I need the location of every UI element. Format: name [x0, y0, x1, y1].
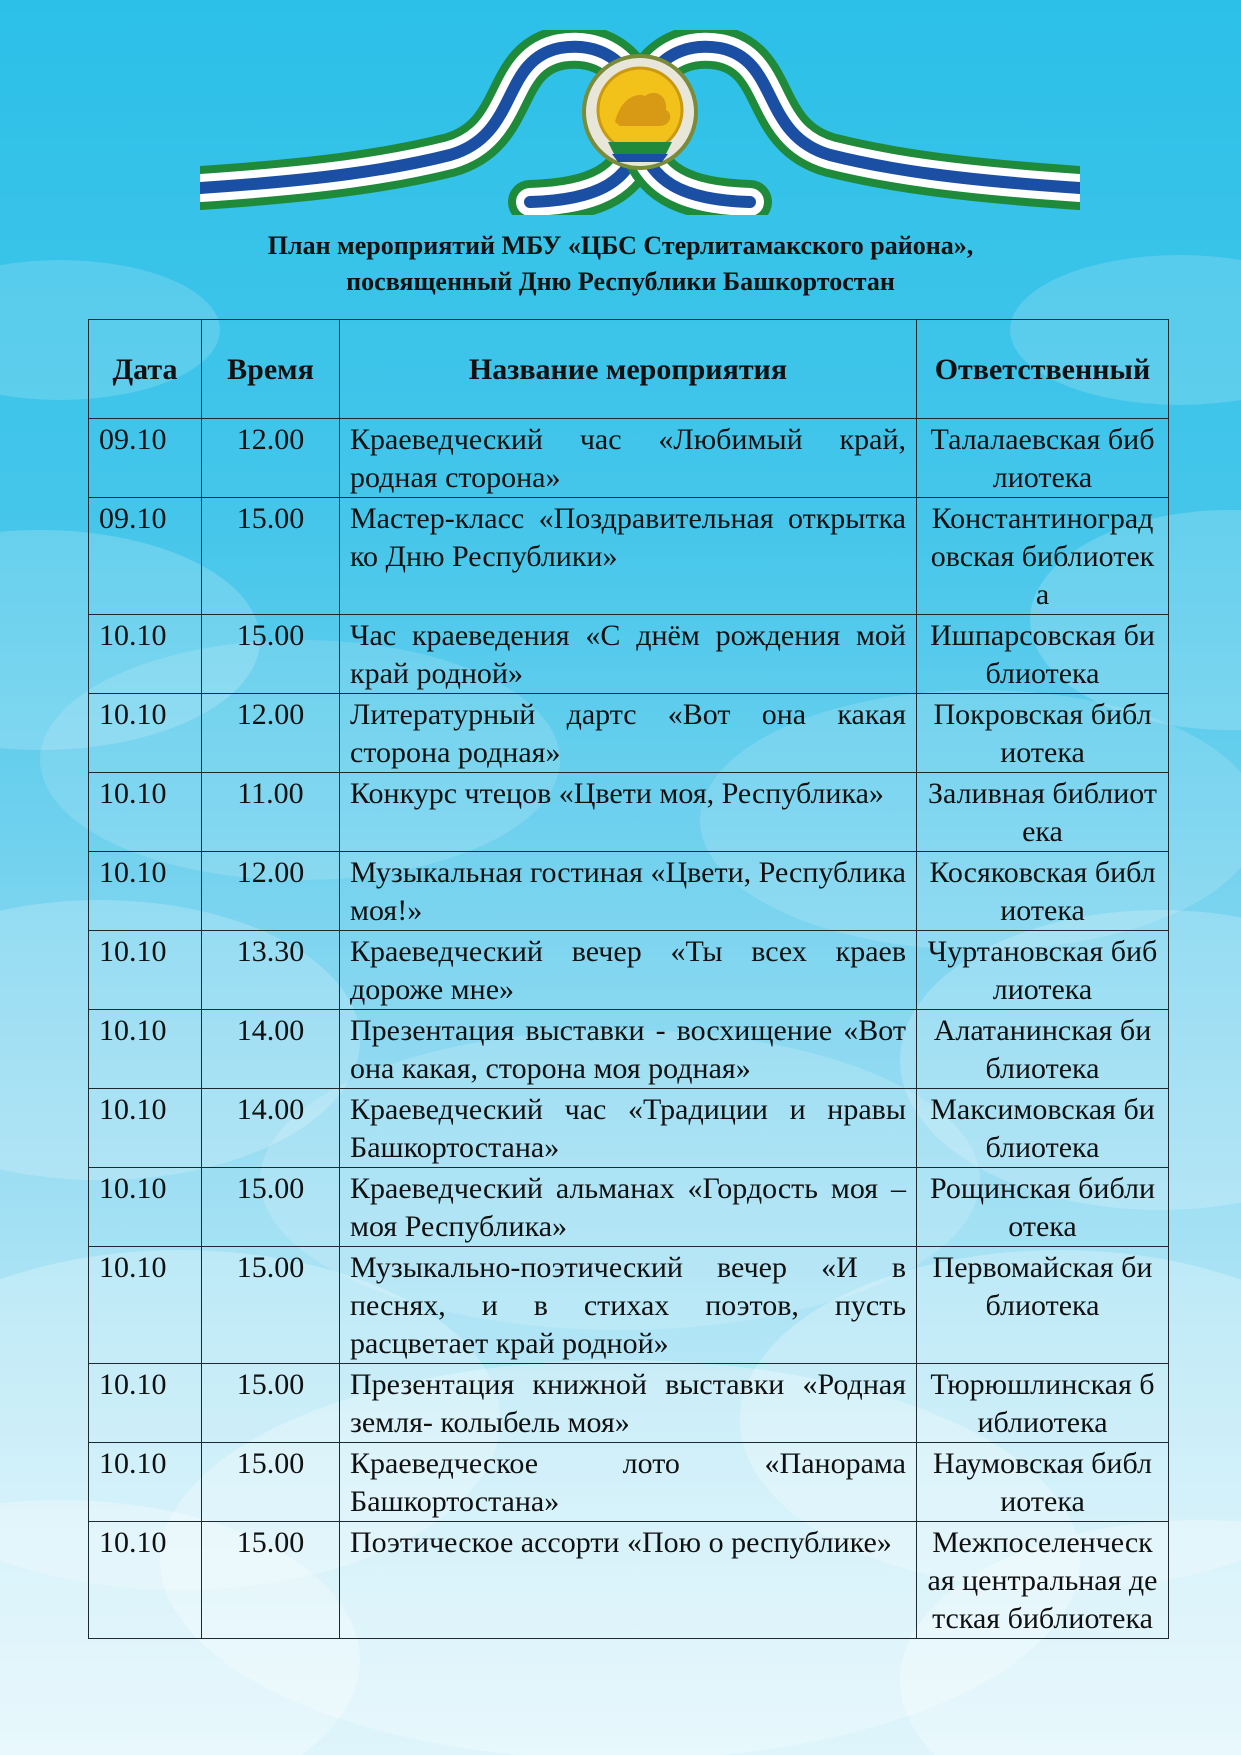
cell-event: Презентация книжной выставки «Родная земля- колыбель моя» [340, 1364, 917, 1443]
cell-responsible: Заливная библиотека [917, 773, 1169, 852]
title-line-2: посвященный Дню Республики Башкортостан [346, 267, 895, 296]
cell-responsible: Максимовская библиотека [917, 1089, 1169, 1168]
table-row [89, 1089, 1169, 1168]
table-row [89, 852, 1169, 931]
table-row [89, 419, 1169, 498]
cell-time: 14.00 [202, 1089, 340, 1168]
cell-date: 10.10 [89, 1010, 202, 1089]
cell-event: Музыкальная гостиная «Цвети, Республика моя!» [340, 852, 917, 931]
column-header-time: Время [202, 320, 340, 419]
cell-responsible: Рощинская библиотека [917, 1168, 1169, 1247]
cell-time: 12.00 [202, 694, 340, 773]
cell-date: 09.10 [89, 419, 202, 498]
document-title [0, 228, 1241, 300]
cell-time: 14.00 [202, 1010, 340, 1089]
cell-responsible: Покровская библиотека [917, 694, 1169, 773]
cell-date: 10.10 [89, 1089, 202, 1168]
table-row [89, 1168, 1169, 1247]
cell-time: 15.00 [202, 615, 340, 694]
cell-responsible: Косяковская библиотека [917, 852, 1169, 931]
cell-time: 12.00 [202, 419, 340, 498]
cell-event: Краеведческий час «Традиции и нравы Башкортостана» [340, 1089, 917, 1168]
column-header-date: Дата [89, 320, 202, 419]
cell-responsible: Алатанинская библиотека [917, 1010, 1169, 1089]
cell-responsible: Тюрюшлинская библиотека [917, 1364, 1169, 1443]
cell-time: 13.30 [202, 931, 340, 1010]
table-row [89, 1443, 1169, 1522]
cell-event: Музыкально-поэтический вечер «И в песнях, и в стихах поэтов, пусть расцветает край родной» [340, 1247, 917, 1364]
table-row [89, 615, 1169, 694]
cell-responsible: Ишпарсовская библиотека [917, 615, 1169, 694]
cell-event: Час краеведения «С днём рождения мой край родной» [340, 615, 917, 694]
cell-date: 10.10 [89, 1522, 202, 1639]
cell-time: 15.00 [202, 1247, 340, 1364]
cell-event: Краеведческий альманах «Гордость моя – моя Республика» [340, 1168, 917, 1247]
cell-date: 10.10 [89, 1364, 202, 1443]
cell-date: 10.10 [89, 1247, 202, 1364]
table-row [89, 931, 1169, 1010]
table-header-row [89, 320, 1169, 419]
cell-responsible: Межпоселенческая центральная детская библиотека [917, 1522, 1169, 1639]
table-row [89, 694, 1169, 773]
table-row [89, 1010, 1169, 1089]
column-header-event: Название мероприятия [340, 320, 917, 419]
table-row [89, 773, 1169, 852]
cell-date: 10.10 [89, 694, 202, 773]
cell-responsible: Чуртановская библиотека [917, 931, 1169, 1010]
cell-time: 15.00 [202, 498, 340, 615]
cell-date: 10.10 [89, 615, 202, 694]
cell-event: Краеведческое лото «Панорама Башкортостана» [340, 1443, 917, 1522]
cell-time: 15.00 [202, 1522, 340, 1639]
cell-time: 11.00 [202, 773, 340, 852]
cell-date: 10.10 [89, 1168, 202, 1247]
title-line-1: План мероприятий МБУ «ЦБС Стерлитамакского района», [267, 231, 974, 260]
cell-responsible: Талалаевская библиотека [917, 419, 1169, 498]
cell-event: Конкурс чтецов «Цвети моя, Республика» [340, 773, 917, 852]
emblem-icon [584, 56, 696, 168]
column-header-responsible: Ответственный [917, 320, 1169, 419]
cell-date: 10.10 [89, 931, 202, 1010]
cell-date: 09.10 [89, 498, 202, 615]
cell-event: Краеведческий час «Любимый край, родная сторона» [340, 419, 917, 498]
cell-time: 15.00 [202, 1168, 340, 1247]
cell-responsible: Наумовская библиотека [917, 1443, 1169, 1522]
table-row [89, 1247, 1169, 1364]
cell-date: 10.10 [89, 773, 202, 852]
bashkortostan-ribbon-emblem [200, 30, 1080, 215]
cell-responsible: Первомайская библиотека [917, 1247, 1169, 1364]
cell-event: Краеведческий вечер «Ты всех краев дороже мне» [340, 931, 917, 1010]
cell-time: 15.00 [202, 1443, 340, 1522]
cell-date: 10.10 [89, 1443, 202, 1522]
cell-date: 10.10 [89, 852, 202, 931]
cell-responsible: Константиноградовская библиотека [917, 498, 1169, 615]
events-table [88, 319, 1169, 1639]
cell-event: Мастер-класс «Поздравительная открытка ко Дню Республики» [340, 498, 917, 615]
cell-event: Презентация выставки - восхищение «Вот она какая, сторона моя родная» [340, 1010, 917, 1089]
cell-time: 15.00 [202, 1364, 340, 1443]
table-row [89, 498, 1169, 615]
table-row [89, 1522, 1169, 1639]
table-row [89, 1364, 1169, 1443]
cell-time: 12.00 [202, 852, 340, 931]
cell-event: Поэтическое ассорти «Пою о республике» [340, 1522, 917, 1639]
cell-event: Литературный дартс «Вот она какая сторона родная» [340, 694, 917, 773]
